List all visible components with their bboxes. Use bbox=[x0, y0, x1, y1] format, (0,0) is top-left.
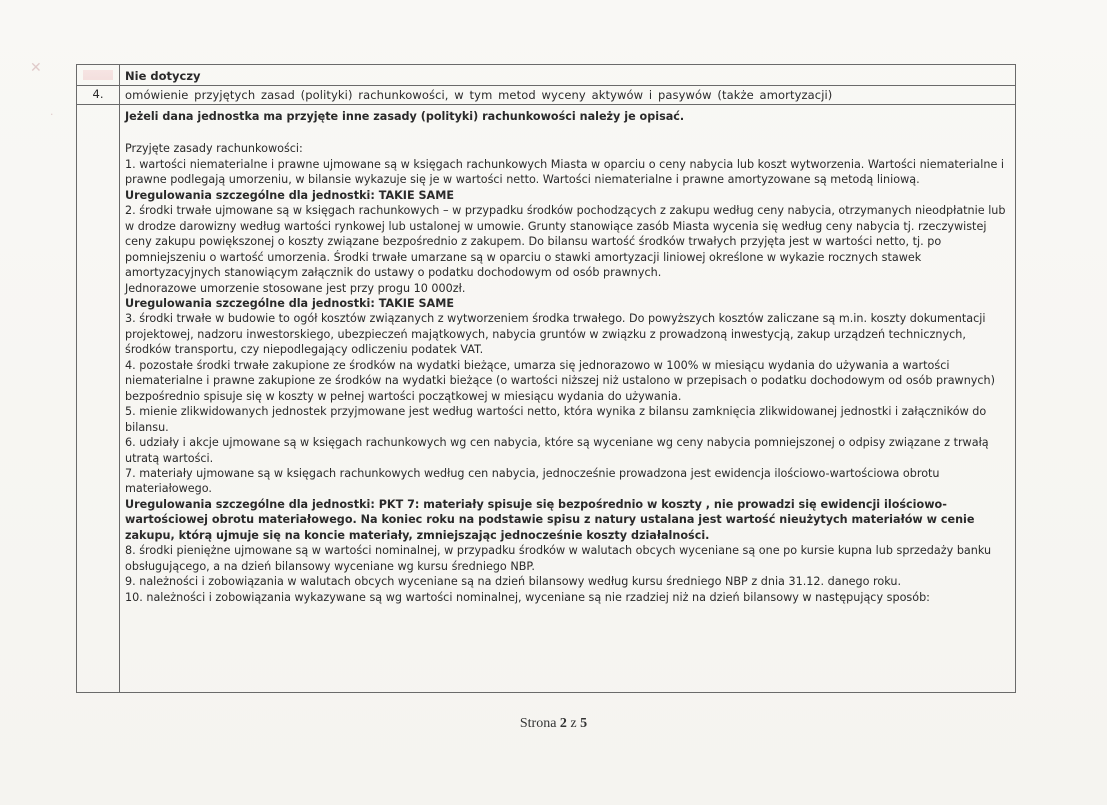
row-header-accounting-policy: omówienie przyjętych zasad (polityki) rachunkowości, w tym metod wyceny aktywów i pasywów (także amortyzacji) bbox=[125, 88, 833, 102]
row-header-not-applicable: Nie dotyczy bbox=[125, 69, 201, 83]
spacer bbox=[125, 124, 1011, 141]
paragraph-1: 1. wartości niematerialne i prawne ujmowane są w księgach rachunkowych Miasta w oparciu o ceny nabycia lub koszt wytworzenia. Wartości niematerialne i prawne podlegają umorzeniu, w bilansie wykazuje się je w wartości netto. Wartości niematerialne i prawne amortyzowane są metodą liniową. bbox=[125, 157, 1005, 187]
page-separator: z bbox=[570, 716, 577, 731]
special-regulation-1: Uregulowania szczególne dla jednostki: TAKIE SAME bbox=[125, 188, 454, 202]
paragraph-8: 8. środki pieniężne ujmowane są w wartości nominalnej, w przypadku środków w walutach obcych wyceniane są one po kursie kupna lub sprzedaży banku obsługującego, a na dzień bilansowy wyceniane wg kursu średniego NBP. bbox=[125, 544, 992, 573]
row-divider bbox=[77, 104, 1015, 105]
special-regulation-3: Uregulowania szczególne dla jednostki: PKT 7: materiały spisuje się bezpośrednio w koszty , nie prowadzi się ewidencji ilościowo-wartościowej obrotu materiałowego. Na koniec roku na podstawie spisu z natury ustalana jest wartość nieużytych materiałów w cenie zakupu, którą ujmuje się na koncie materiały, zmniejszając jednocześnie koszty działalności. bbox=[125, 497, 975, 542]
paragraph-4: 4. pozostałe środki trwałe zakupione ze środków na wydatki bieżące, umarza się jednorazowo w 100% w miesiącu wydania do używania a wartości niematerialne i prawne zakupione ze środków na wydatki bieżące (o wartości niższej niż ustalono w przepisach o podatku dochodowym od osób prawnych) bezpośrednio spisuje się w koszty w pełnej wartości początkowej w miesiącu wydania do używania. bbox=[125, 358, 996, 403]
column-divider bbox=[119, 65, 120, 692]
paragraph-3: 3. środki trwałe w budowie to ogół kosztów związanych z wytworzeniem środka trwałego. Do powyższych kosztów zaliczane są m.in. koszty dokumentacji projektowej, nadzoru inwestorskiego, ubezpieczeń majątkowych, nabycia gruntów w związku z prowadzoną inwestycją, zakup urządzeń technicznych, środków transportu, czy niepodlegający odliczeniu podatek VAT. bbox=[125, 312, 986, 357]
paragraph-2: 2. środki trwałe ujmowane są w księgach rachunkowych – w przypadku środków pochodzących z zakupu według ceny nabycia, otrzymanych nieodpłatnie lub w drodze darowizny według wartości rynkowej lub ustalonej w umowie. Grunty stanowiące zasób Miasta wycenia się według ceny nabycia tj. rzeczywistej ceny zakupu powiększonej o koszty związane bezpośrednio z zakupem. Do bilansu wartość środków trwałych przyjęta jest w wartości netto, tj. po pomniejszeniu o wartość umorzenia. Środki trwałe umarzane są w oparciu o stawki amortyzacji liniowej określone w wykazie rocznych stawek amortyzacyjnych stanowiącym załącznik do ustawy o podatku dochodowym od osób prawnych. bbox=[125, 204, 1006, 280]
document-table bbox=[76, 64, 1016, 693]
page-label: Strona bbox=[519, 716, 557, 731]
intro-instruction: Jeżeli dana jednostka ma przyjęte inne zasady (polityki) rachunkowości należy je opisać. bbox=[125, 110, 685, 123]
scan-artifact-mark: ✕ bbox=[30, 60, 42, 76]
scan-artifact-mark: · bbox=[50, 108, 54, 121]
paragraph-7: 7. materiały ujmowane są w księgach rachunkowych według cen nabycia, jednocześnie prowadzona jest ewidencja ilościowo-wartościowa obrotu materiałowego. bbox=[125, 466, 940, 496]
total-pages-number: 5 bbox=[580, 716, 588, 731]
paragraph-9: 9. należności i zobowiązania w walutach obcych wyceniane są na dzień bilansowy według kursu średniego NBP z dnia 31.12. danego roku. bbox=[125, 575, 902, 589]
row-number: 4. bbox=[92, 87, 104, 101]
paragraph-6: 6. udziały i akcje ujmowane są w księgach rachunkowych wg cen nabycia, które są wyceniane wg ceny nabycia pomniejszonej o odpisy związane z trwałą utratą wartości. bbox=[125, 436, 989, 465]
page-footer bbox=[0, 716, 1107, 732]
current-page-number: 2 bbox=[559, 716, 567, 731]
row-divider bbox=[77, 85, 1015, 86]
lead-text: Przyjęte zasady rachunkowości: bbox=[125, 142, 303, 156]
paragraph-10: 10. należności i zobowiązania wykazywane są wg wartości nominalnej, wyceniane są nie rzadziej niż na dzień bilansowy w następujący sposób: bbox=[125, 590, 930, 604]
number-cell-mark bbox=[83, 70, 113, 80]
paragraph-2b: Jednorazowe umorzenie stosowane jest przy progu 10 000zł. bbox=[125, 281, 466, 295]
policy-content bbox=[125, 109, 1011, 605]
special-regulation-2: Uregulowania szczególne dla jednostki: TAKIE SAME bbox=[125, 296, 454, 310]
paragraph-5: 5. mienie zlikwidowanych jednostek przyjmowane jest według wartości netto, która wynika z bilansu zamknięcia zlikwidowanej jednostki i załączników do bilansu. bbox=[125, 405, 987, 434]
